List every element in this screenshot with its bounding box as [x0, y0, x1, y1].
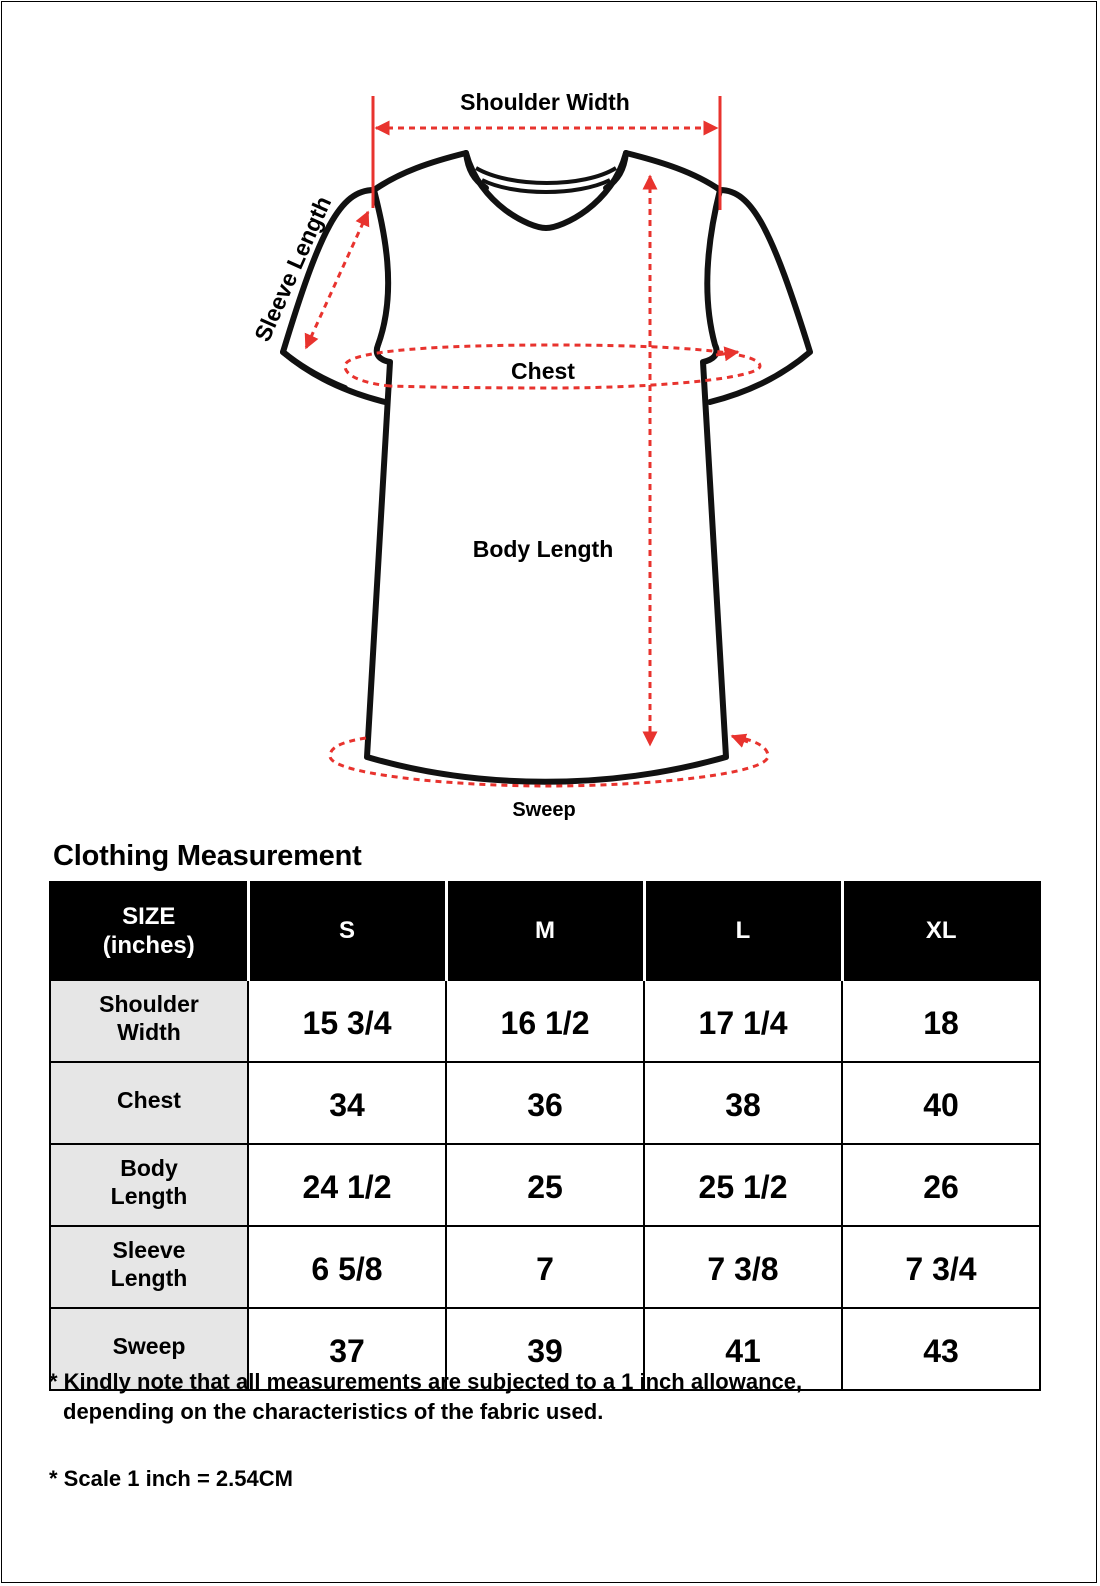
row-label-line1: Chest [117, 1087, 181, 1113]
sleeve-length-label: Sleeve Length [249, 192, 337, 346]
table-cell: 41 [644, 1308, 842, 1390]
shoulder-width-label: Shoulder Width [460, 89, 630, 115]
table-cell: 36 [446, 1062, 644, 1144]
table-cell: 17 1/4 [644, 980, 842, 1062]
scale-note: * Scale 1 inch = 2.54CM [49, 1466, 293, 1491]
body-length-label: Body Length [472, 536, 614, 562]
allowance-note [49, 1367, 802, 1427]
table-cell: 25 1/2 [644, 1144, 842, 1226]
table-cell: 24 1/2 [248, 1144, 446, 1226]
size-m-header: M [446, 882, 644, 980]
size-header-line2: (inches) [102, 932, 195, 959]
row-label-line1: Sweep [112, 1333, 186, 1359]
size-l-header: L [644, 882, 842, 980]
table-cell: 38 [644, 1062, 842, 1144]
sweep-label: Sweep [512, 799, 576, 821]
table-cell: 7 3/8 [644, 1226, 842, 1308]
row-label [50, 1062, 248, 1144]
table-cell: 18 [842, 980, 1040, 1062]
allowance-note-line1: * Kindly note that all measurements are subjected to a 1 inch allowance, [49, 1369, 803, 1394]
table-cell: 7 [446, 1226, 644, 1308]
row-label [50, 1144, 248, 1226]
table-row [50, 980, 1040, 1062]
tshirt-outline [283, 153, 810, 782]
size-header-line1: SIZE [122, 903, 176, 930]
row-label-line2: Length [110, 1265, 188, 1291]
table-cell: 40 [842, 1062, 1040, 1144]
table-cell: 39 [446, 1308, 644, 1390]
size-unit-header [50, 882, 248, 980]
row-label [50, 980, 248, 1062]
row-label-line1: Sleeve [112, 1237, 186, 1263]
table-cell: 25 [446, 1144, 644, 1226]
table-cell: 7 3/4 [842, 1226, 1040, 1308]
table-title: Clothing Measurement [53, 840, 362, 872]
chest-label: Chest [511, 358, 575, 384]
row-label-line1: Body [120, 1155, 178, 1181]
row-label-line2: Length [110, 1183, 188, 1209]
row-label-line1: Shoulder [99, 991, 199, 1017]
size-chart-table [49, 881, 1041, 1391]
table-cell: 26 [842, 1144, 1040, 1226]
table-cell: 16 1/2 [446, 980, 644, 1062]
size-s-header: S [248, 882, 446, 980]
table-cell: 37 [248, 1308, 446, 1390]
table-row [50, 1062, 1040, 1144]
table-cell: 34 [248, 1062, 446, 1144]
table-row [50, 1226, 1040, 1308]
row-label-line2: Width [117, 1019, 181, 1045]
table-cell: 6 5/8 [248, 1226, 446, 1308]
allowance-note-line2: depending on the characteristics of the fabric used. [63, 1399, 604, 1424]
tshirt-neck-rib [476, 168, 616, 192]
row-label [50, 1226, 248, 1308]
table-row [50, 1144, 1040, 1226]
table-header-row [50, 882, 1040, 980]
table-cell: 43 [842, 1308, 1040, 1390]
table-cell: 15 3/4 [248, 980, 446, 1062]
size-xl-header: XL [842, 882, 1040, 980]
